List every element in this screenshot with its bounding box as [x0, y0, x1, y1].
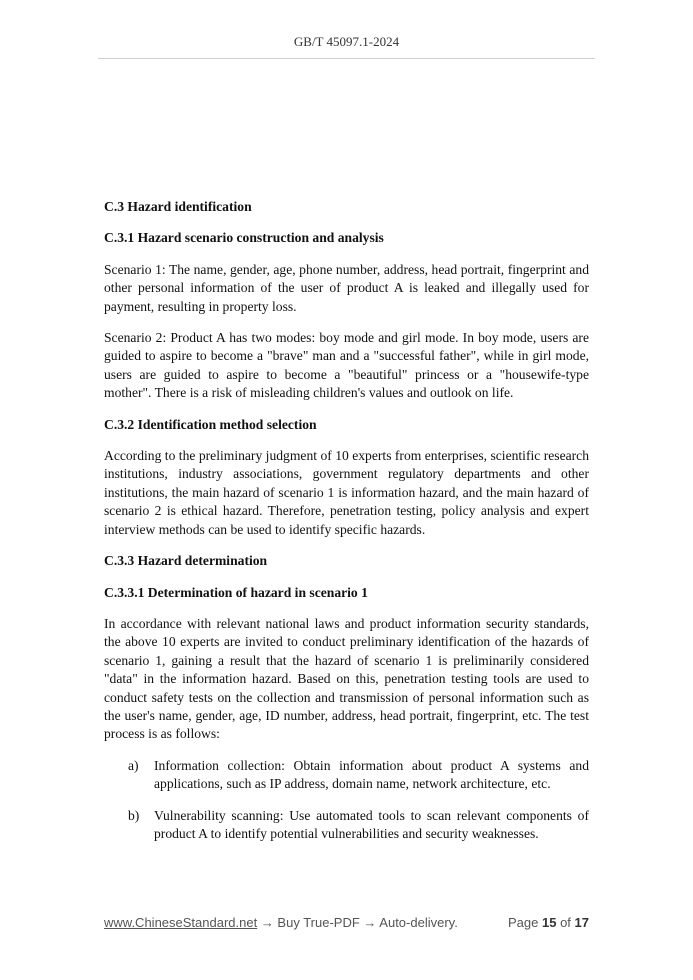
test-process-list: [104, 757, 589, 844]
page-of: of: [560, 915, 571, 930]
list-marker: a): [128, 757, 139, 773]
header-divider: [98, 58, 595, 59]
hazard-determination-paragraph: In accordance with relevant national laws and product information security standards, the above 10 experts are invited to conduct preliminary identification of the hazards of scenario 1, gaining a result that the hazard of scenario 1 is preliminarily considered "data" in the information hazard. Based on this, penetration testing tools are used to conduct safety tests on the collection and transmission of personal information such as the user's name, gender, age, ID number, address, head portrait, fingerprint, etc. The test process is as follows:: [104, 615, 589, 742]
list-item-text: Information collection: Obtain information about product A systems and applications, such as IP address, domain name, network architecture, etc.: [154, 757, 589, 792]
list-item-text: Vulnerability scanning: Use automated tools to scan relevant components of product A to identify potential vulnerabilities and security weaknesses.: [154, 807, 589, 841]
identification-method-paragraph: According to the preliminary judgment of 10 experts from enterprises, scientific research institutions, industry associations, government regulatory departments and other institutions, the main hazard of scenario 1 is information hazard, and the main hazard of scenario 2 is ethical hazard. Therefore, penetration testing, policy analysis and expert interview methods can be used to identify specific hazards.: [104, 448, 589, 537]
document-body: [104, 198, 589, 856]
section-heading-c3-3: C.3.3 Hazard determination: [104, 553, 268, 569]
page-total: 17: [574, 915, 589, 930]
list-item: [104, 757, 589, 794]
footer-site-link[interactable]: www.ChineseStandard.net: [104, 915, 258, 930]
scenario-2-paragraph: Scenario 2: Product A has two modes: boy mode and girl mode. In boy mode, users are guided to aspire to become a "brave" man and a "successful father", while in girl mode, users are guided to aspire to become a "beautiful" princess or a "housewife-type mother". There is a risk of misleading children's values and outlook on life.: [104, 330, 589, 401]
page-current: 15: [541, 915, 557, 930]
list-item: [104, 807, 589, 844]
list-marker: b): [128, 807, 140, 823]
scenario-1-paragraph: Scenario 1: The name, gender, age, phone number, address, head portrait, fingerprint and other personal information of the user of product A is leaked and illegally used for payment, resulting in property loss.: [104, 261, 589, 314]
page-header: GB/T 45097.1-2024: [293, 34, 400, 49]
page-label: Page: [507, 915, 539, 930]
footer-tagline: → Buy True-PDF → Auto-delivery.: [257, 915, 458, 930]
page-number: [508, 915, 589, 930]
section-heading-c3-1: C.3.1 Hazard scenario construction and analysis: [104, 230, 384, 246]
section-heading-c3: C.3 Hazard identification: [104, 199, 252, 214]
footer-promo: [104, 915, 458, 930]
section-heading-c3-2: C.3.2 Identification method selection: [104, 416, 317, 432]
section-heading-c3-3-1: C.3.3.1 Determination of hazard in scenario 1: [104, 584, 368, 600]
